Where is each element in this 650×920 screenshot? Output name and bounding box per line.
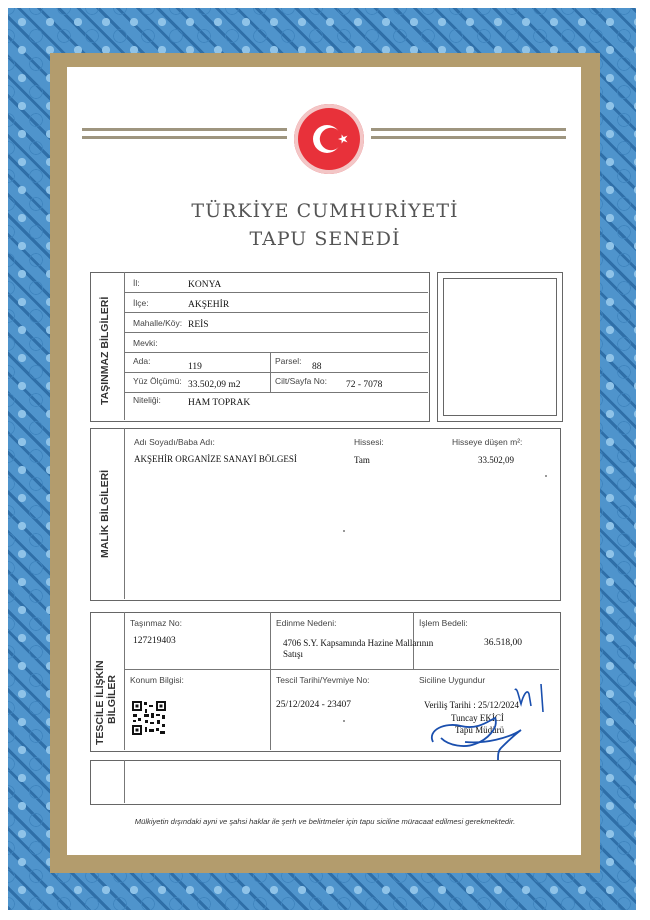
ada-value: 119 bbox=[188, 362, 202, 372]
turkish-flag-emblem-icon bbox=[294, 104, 364, 174]
photo-area-inner bbox=[443, 278, 557, 416]
tescil-section-label-2: BİLGİLER bbox=[106, 675, 118, 724]
adsoyad-value: AKŞEHİR ORGANİZE SANAYİ BÖLGESİ bbox=[134, 454, 297, 464]
header-band-right-2 bbox=[371, 136, 566, 139]
edinme-value-line1: 4706 S.Y. Kapsamında Hazine Mallarının bbox=[283, 638, 434, 648]
edinme-label: Edinme Nedeni: bbox=[276, 618, 337, 628]
tasinmaz-no-label: Taşınmaz No: bbox=[130, 618, 182, 628]
document-title-line2: TAPU SENEDİ bbox=[249, 228, 401, 250]
mudur-name: Tuncay EKİCİ bbox=[451, 713, 504, 723]
sicil-label: Siciline Uygundur bbox=[419, 675, 486, 685]
ada-label: Ada: bbox=[133, 356, 151, 366]
niteligi-value: HAM TOPRAK bbox=[188, 398, 251, 408]
hissesi-label: Hissesi: bbox=[354, 437, 384, 447]
mahalle-label: Mahalle/Köy: bbox=[133, 318, 183, 328]
ilce-label: İlçe: bbox=[133, 298, 149, 308]
tescil-label: Tescil Tarihi/Yevmiye No: bbox=[276, 675, 370, 685]
qr-code-icon[interactable] bbox=[131, 700, 167, 736]
ilce-value: AKŞEHİR bbox=[188, 300, 230, 310]
annotations-box bbox=[90, 760, 561, 805]
footer-note: Mülkiyetin dışındaki ayni ve şahsi haklar ile şerh ve belirtmeler için tapu siciline müracaat edilmesi gerekmektedir. bbox=[134, 817, 516, 826]
parsel-value: 88 bbox=[312, 362, 322, 372]
mahalle-value: REİS bbox=[188, 320, 209, 330]
mevki-label: Mevki: bbox=[133, 338, 158, 348]
tasinmaz-no-value: 127219403 bbox=[133, 636, 176, 646]
cilt-label: Cilt/Sayfa No: bbox=[275, 376, 327, 386]
tescil-value: 25/12/2024 - 23407 bbox=[276, 700, 351, 710]
edinme-value-line2: Satışı bbox=[283, 649, 304, 659]
il-label: İl: bbox=[133, 278, 140, 288]
hissesi-value: Tam bbox=[354, 455, 370, 465]
konum-label: Konum Bilgisi: bbox=[130, 675, 184, 685]
yuzolcum-label: Yüz Ölçümü: bbox=[133, 376, 182, 386]
header-band-left-1 bbox=[82, 128, 287, 131]
header-band-left-2 bbox=[82, 136, 287, 139]
header-band-right-1 bbox=[371, 128, 566, 131]
tescil-section-label-1: TESCİLE İLİŞKİN bbox=[94, 660, 106, 745]
adsoyad-label: Adı Soyadı/Baba Adı: bbox=[134, 437, 215, 447]
islem-label: İşlem Bedeli: bbox=[419, 618, 468, 628]
hisseye-value: 33.502,09 bbox=[478, 455, 514, 465]
parsel-label: Parsel: bbox=[275, 356, 302, 366]
tasinmaz-section-label: TAŞINMAZ BİLGİLERİ bbox=[99, 296, 111, 405]
document-title-line1: TÜRKİYE CUMHURİYETİ bbox=[191, 200, 459, 222]
niteligi-label: Niteliği: bbox=[133, 395, 161, 405]
islem-value: 36.518,00 bbox=[484, 638, 522, 648]
il-value: KONYA bbox=[188, 280, 222, 290]
malik-section-label: MALİK BİLGİLERİ bbox=[99, 469, 111, 558]
yuzolcum-value: 33.502,09 m2 bbox=[188, 380, 241, 390]
cilt-value: 72 - 7078 bbox=[346, 380, 383, 390]
mudur-title: Tapu Müdürü bbox=[455, 725, 505, 735]
verilis-value: Veriliş Tarihi : 25/12/2024 bbox=[424, 700, 519, 710]
hisseye-label: Hisseye düşen m²: bbox=[452, 437, 523, 447]
